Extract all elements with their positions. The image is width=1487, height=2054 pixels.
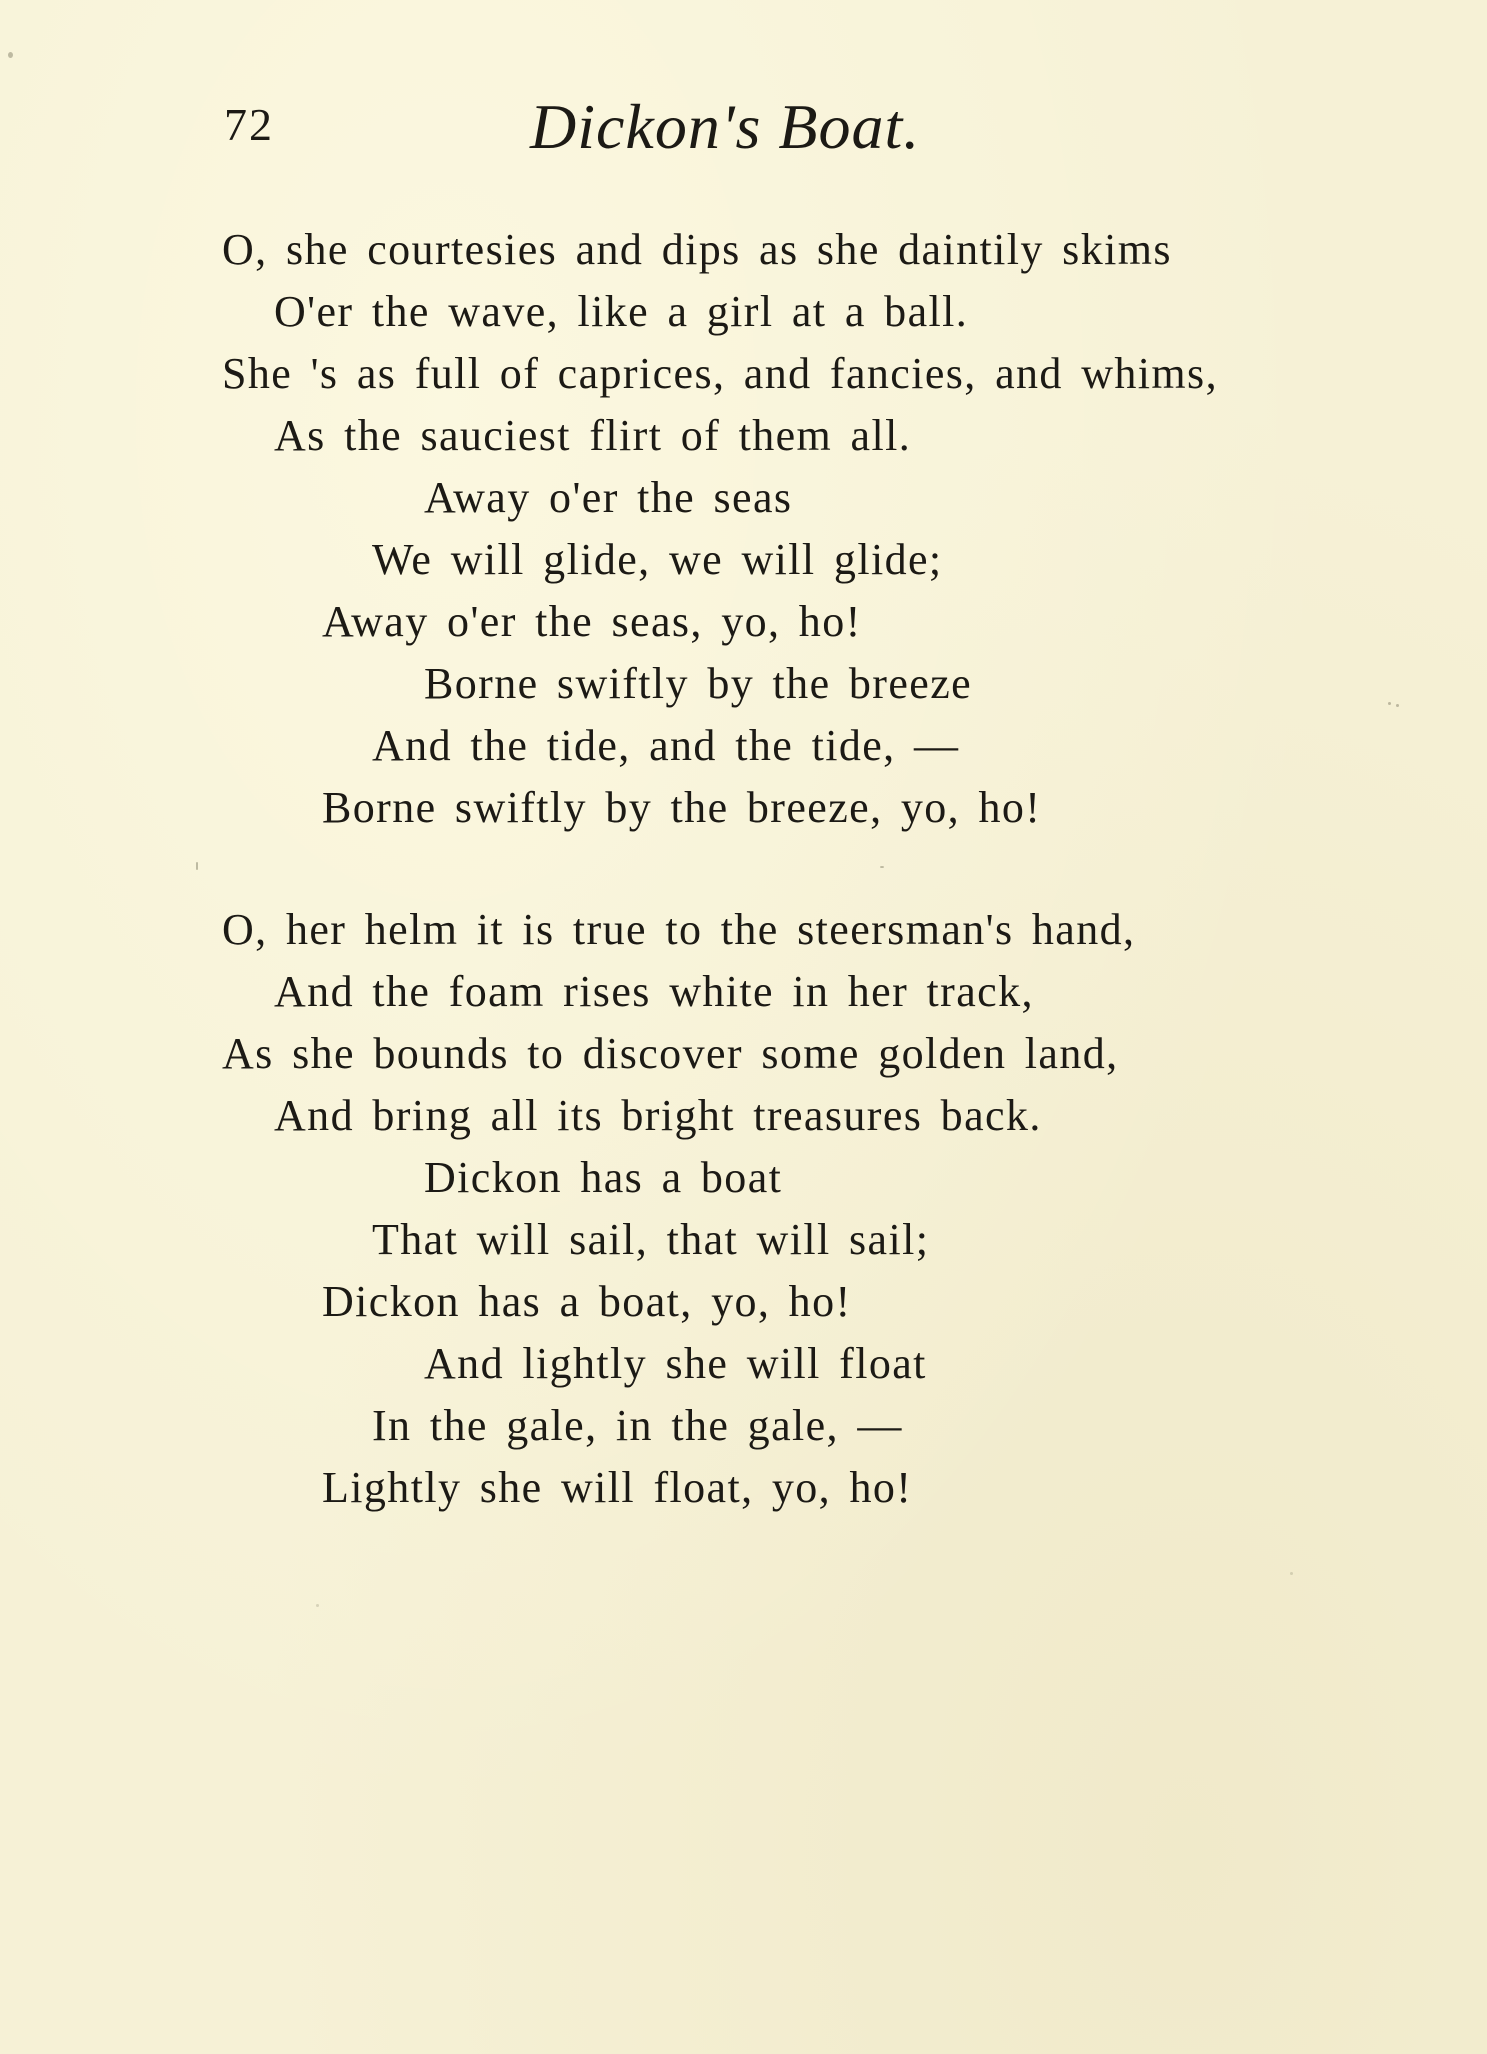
poem-line: As the sauciest flirt of them all. [274,411,912,460]
paper-speck [1290,1572,1293,1575]
poem-line: And lightly she will float [424,1339,927,1388]
poem-line: O, her helm it is true to the steersman's hand, [222,905,1136,954]
poem-line: Dickon has a boat, yo, ho! [322,1277,852,1326]
poem-line: In the gale, in the gale, — [372,1401,903,1450]
paper-speck [1396,704,1399,707]
poem-line: Away o'er the seas [424,473,793,522]
poem-line: She 's as full of caprices, and fancies, and whims, [222,349,1218,398]
page-header [0,91,1487,188]
poem-line: And the tide, and the tide, — [372,721,960,770]
paper-speck [880,866,884,868]
poem-line: Borne swiftly by the breeze [424,659,973,708]
poem-line: Lightly she will float, yo, ho! [322,1463,913,1512]
page-number: 72 [224,99,274,150]
poem-line: Dickon has a boat [424,1153,783,1202]
running-title: Dickon's Boat. [530,91,921,162]
poem-line: We will glide, we will glide; [372,535,943,584]
paper-speck [316,1604,319,1607]
poem-line: Away o'er the seas, yo, ho! [322,597,862,646]
poem-line: As she bounds to discover some golden land, [222,1029,1119,1078]
poem-line: And bring all its bright treasures back. [274,1091,1042,1140]
poem-line: O'er the wave, like a girl at a ball. [274,287,969,336]
poem-line: Borne swiftly by the breeze, yo, ho! [322,783,1042,832]
paper-speck [8,52,13,58]
poem-line: That will sail, that will sail; [372,1215,930,1264]
paper-speck [196,862,198,870]
paper-speck [1388,702,1391,705]
poem-line: O, she courtesies and dips as she daintily skims [222,225,1172,274]
poem-line: And the foam rises white in her track, [274,967,1034,1016]
